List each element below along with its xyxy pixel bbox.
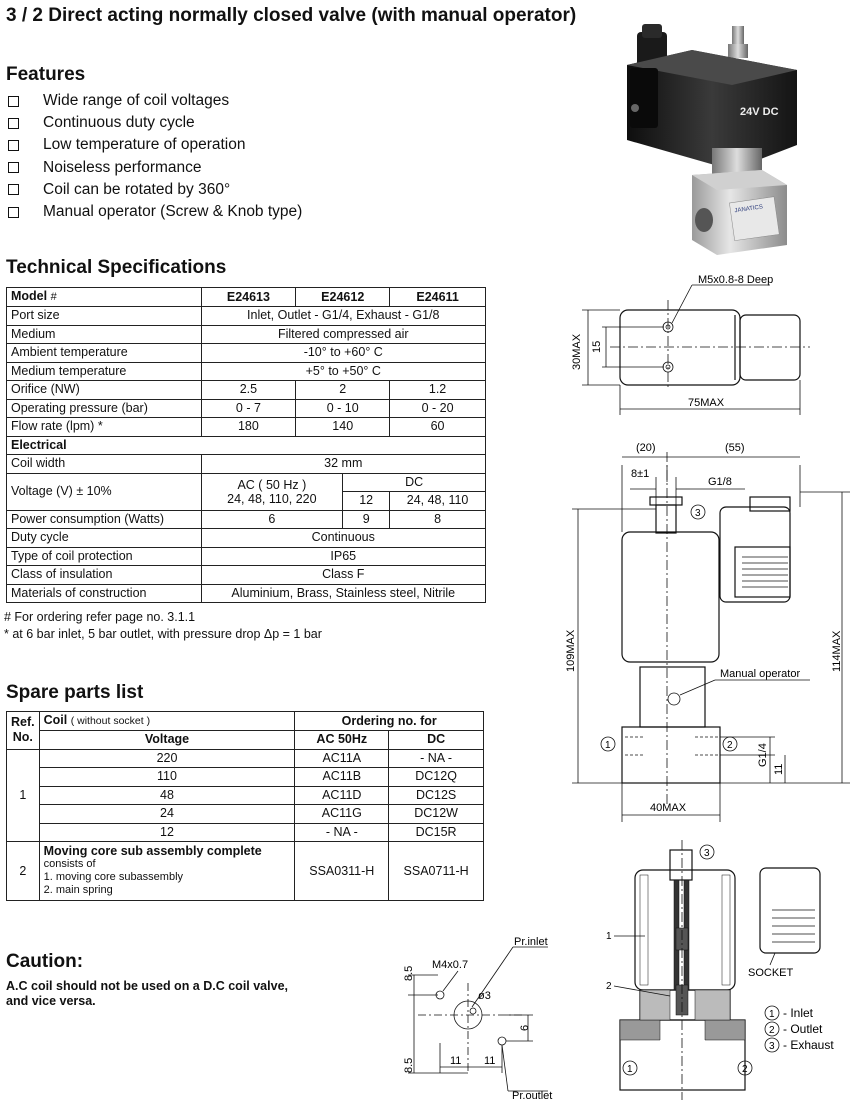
table-row: Power consumption (Watts) 6 9 8 bbox=[7, 510, 486, 529]
table-row: 48 AC11D DC12S bbox=[7, 786, 484, 805]
table-row: Medium Filtered compressed air bbox=[7, 325, 486, 344]
height-109-label: 109MAX bbox=[565, 629, 577, 672]
table-row bbox=[7, 288, 486, 307]
feature-item: Noiseless performance bbox=[6, 157, 302, 179]
feature-item: Continuous duty cycle bbox=[6, 112, 302, 134]
port-1-label: 1 bbox=[605, 740, 611, 751]
coil-voltage-label: 24V DC bbox=[740, 106, 779, 118]
width-40-label: 40MAX bbox=[650, 802, 687, 814]
feature-item: Low temperature of operation bbox=[6, 134, 302, 156]
feature-item: Wide range of coil voltages bbox=[6, 90, 302, 112]
checkbox-icon bbox=[8, 162, 19, 173]
valve-photo bbox=[612, 20, 822, 260]
table-row: Medium temperature +5° to +50° C bbox=[7, 362, 486, 381]
port-2-label: 2 bbox=[727, 740, 733, 751]
legend-1-text: - Inlet bbox=[783, 1006, 814, 1020]
model-mark: # bbox=[50, 291, 57, 303]
height-114-label: 114MAX bbox=[831, 630, 843, 672]
callout-2: 2 bbox=[606, 981, 612, 992]
height-15-label: 15 bbox=[591, 340, 603, 353]
table-row: Ref. No. Coil ( without socket ) Ordering no. for bbox=[7, 712, 484, 731]
page-title: 3 / 2 Direct acting normally closed valve (with manual operator) bbox=[6, 5, 577, 26]
model-e24613: E24613 bbox=[201, 288, 296, 307]
table-row: Materials of construction Aluminium, Brass, Stainless steel, Nitrile bbox=[7, 584, 486, 603]
features-heading: Features bbox=[6, 64, 86, 85]
dim-55-label: (55) bbox=[725, 442, 745, 454]
caution-text: A.C coil should not be used on a D.C coil valve, and vice versa. bbox=[6, 979, 288, 1008]
table-row: Orifice (NW) 2.5 2 1.2 bbox=[7, 381, 486, 400]
phi3-label: ø3 bbox=[478, 990, 491, 1002]
table-row: 1 220 AC11A - NA - bbox=[7, 749, 484, 768]
legend-2-num: 2 bbox=[769, 1025, 775, 1036]
callout-1: 1 bbox=[606, 931, 612, 942]
spare-parts-heading: Spare parts list bbox=[6, 682, 144, 703]
width-75-label: 75MAX bbox=[688, 397, 725, 409]
caution-heading: Caution: bbox=[6, 951, 84, 972]
legend-3-num: 3 bbox=[769, 1041, 775, 1052]
table-row: Ambient temperature -10° to +60° C bbox=[7, 344, 486, 363]
dim-85-top: 8.5 bbox=[403, 965, 415, 981]
table-row: Class of insulation Class F bbox=[7, 566, 486, 585]
checkbox-icon bbox=[8, 140, 19, 151]
table-row: 12 - NA - DC15R bbox=[7, 823, 484, 842]
model-label: Model bbox=[11, 289, 48, 303]
table-row: 12 24, 48, 110 bbox=[7, 492, 486, 511]
table-row bbox=[7, 436, 486, 455]
table-row: Voltage (V) ± 10% AC ( 50 Hz ) 24, 48, 110, 220 DC bbox=[7, 473, 486, 492]
dim-11b-label: 11 bbox=[484, 1055, 496, 1067]
table-row: Operating pressure (bar) 0 - 7 0 - 10 0 - 20 bbox=[7, 399, 486, 418]
legend-2-text: - Outlet bbox=[783, 1022, 823, 1036]
manual-operator-label: Manual operator bbox=[720, 668, 801, 680]
checkbox-icon bbox=[8, 96, 19, 107]
electrical-heading: Electrical bbox=[7, 436, 486, 455]
table-row: 110 AC11B DC12Q bbox=[7, 768, 484, 787]
checkbox-icon bbox=[8, 118, 19, 129]
features-list bbox=[6, 90, 302, 223]
table-row: 2 Moving core sub assembly complete consists of 1. moving core subassembly 2. main spring SSA0311-H SSA0711-H bbox=[7, 842, 484, 901]
pr-outlet-label: Pr.outlet bbox=[512, 1090, 553, 1102]
dim-11a-label: 11 bbox=[450, 1055, 462, 1067]
flow-note: * at 6 bar inlet, 5 bar outlet, with pressure drop Δp = 1 bar bbox=[4, 627, 322, 641]
checkbox-icon bbox=[8, 207, 19, 218]
table-row: Flow rate (lpm) * 180 140 60 bbox=[7, 418, 486, 437]
dim-8-label: 8±1 bbox=[631, 468, 650, 480]
feature-item: Coil can be rotated by 360° bbox=[6, 179, 302, 201]
table-row: Coil width 32 mm bbox=[7, 455, 486, 474]
section-drawing bbox=[600, 840, 850, 1110]
section-port-2: 2 bbox=[742, 1064, 748, 1075]
tech-spec-heading: Technical Specifications bbox=[6, 257, 227, 278]
pr-inlet-label: Pr.inlet bbox=[514, 936, 548, 948]
feature-item: Manual operator (Screw & Knob type) bbox=[6, 201, 302, 223]
legend-3-text: - Exhaust bbox=[783, 1038, 834, 1052]
port-diagram bbox=[398, 933, 563, 1103]
g14-label: G1/4 bbox=[757, 743, 769, 767]
tech-spec-table bbox=[6, 287, 486, 603]
model-e24611: E24611 bbox=[390, 288, 486, 307]
ordering-note: # For ordering refer page no. 3.1.1 bbox=[4, 610, 196, 624]
dim-20-label: (20) bbox=[636, 442, 656, 454]
spare-parts-table bbox=[6, 711, 484, 901]
brand-label: JANATICS bbox=[734, 204, 764, 215]
table-row: Duty cycle Continuous bbox=[7, 529, 486, 548]
front-view-drawing bbox=[560, 437, 850, 822]
port-3-label: 3 bbox=[695, 508, 701, 519]
height-30-label: 30MAX bbox=[571, 333, 583, 370]
section-port-1: 1 bbox=[627, 1064, 633, 1075]
top-view-drawing bbox=[560, 275, 850, 415]
g18-label: G1/8 bbox=[708, 476, 732, 488]
table-row: Port size Inlet, Outlet - G1/4, Exhaust - G1/8 bbox=[7, 307, 486, 326]
table-row: Type of coil protection IP65 bbox=[7, 547, 486, 566]
table-row: 24 AC11G DC12W bbox=[7, 805, 484, 824]
tap-label: M5x0.8-8 Deep bbox=[698, 275, 774, 286]
socket-label: SOCKET bbox=[748, 967, 794, 979]
legend-1-num: 1 bbox=[769, 1009, 775, 1020]
m4-label: M4x0.7 bbox=[432, 959, 469, 971]
dim-6-label: 6 bbox=[519, 1024, 531, 1031]
table-row: Voltage AC 50Hz DC bbox=[7, 731, 484, 750]
dim-85-bottom: 8.5 bbox=[403, 1057, 415, 1073]
checkbox-icon bbox=[8, 184, 19, 195]
dim-11-label: 11 bbox=[773, 763, 785, 775]
section-port-3: 3 bbox=[704, 848, 710, 859]
model-e24612: E24612 bbox=[296, 288, 390, 307]
